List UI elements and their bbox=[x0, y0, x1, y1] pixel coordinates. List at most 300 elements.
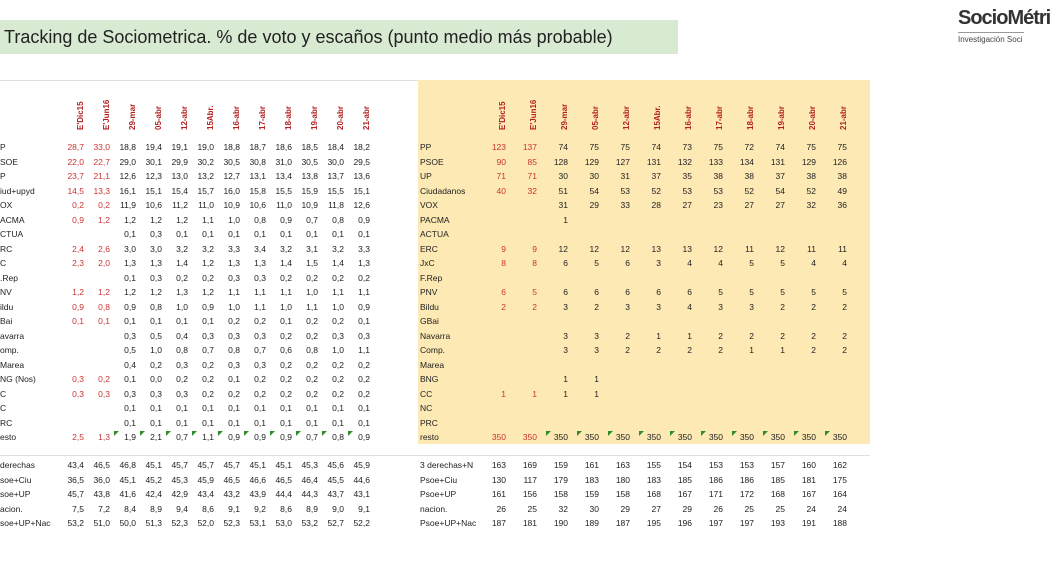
date-header: 05-abr bbox=[591, 105, 600, 130]
table-row bbox=[420, 227, 860, 241]
table-cell: 33 bbox=[620, 200, 630, 210]
table-cell: 8,9 bbox=[306, 503, 318, 514]
table-cell: 0,1 bbox=[228, 229, 240, 239]
table-cell: 2 bbox=[842, 330, 847, 341]
table-cell: 6 bbox=[687, 287, 692, 297]
date-header: 15Abr. bbox=[653, 105, 662, 130]
table-cell: 350 bbox=[701, 430, 723, 444]
table-cell: 9,1 bbox=[358, 503, 370, 514]
table-cell: 3 bbox=[625, 301, 630, 312]
date-header: 16-abr bbox=[684, 105, 693, 130]
table-cell: 1,1 bbox=[358, 287, 370, 297]
table-cell: 45,3 bbox=[301, 460, 318, 470]
table-cell: 350 bbox=[522, 432, 537, 442]
table-cell: 0,9 bbox=[280, 214, 292, 225]
table-cell: 3,0 bbox=[124, 243, 136, 254]
party-label: ACTUA bbox=[420, 229, 449, 239]
table-cell: 54 bbox=[775, 185, 785, 196]
table-cell: 53 bbox=[713, 185, 723, 196]
table-cell: 2 bbox=[780, 301, 785, 312]
table-cell: 183 bbox=[584, 474, 599, 485]
table-cell: 180 bbox=[615, 474, 630, 485]
table-cell: 15,9 bbox=[301, 185, 318, 196]
table-cell: 1 bbox=[594, 388, 599, 399]
sociometrica-logo bbox=[958, 6, 1050, 58]
party-label: acion. bbox=[0, 503, 23, 514]
sheet-gridline bbox=[0, 455, 870, 456]
table-cell: 28 bbox=[651, 200, 661, 210]
table-cell: 2 bbox=[625, 345, 630, 355]
table-cell: 3 bbox=[718, 301, 723, 312]
table-cell: 154 bbox=[677, 460, 692, 470]
table-cell: 0,3 bbox=[358, 330, 370, 341]
table-cell: 0,2 bbox=[358, 388, 370, 399]
table-cell: 8,6 bbox=[280, 503, 292, 514]
table-cell: 74 bbox=[558, 142, 568, 152]
table-cell: 350 bbox=[825, 430, 847, 444]
table-cell: 0,8 bbox=[322, 430, 344, 444]
table-cell: 196 bbox=[677, 518, 692, 528]
table-row bbox=[0, 140, 380, 154]
table-cell: 1,9 bbox=[114, 430, 136, 444]
table-cell: 117 bbox=[523, 474, 537, 485]
table-cell: 22,7 bbox=[93, 156, 110, 167]
party-label: C bbox=[0, 403, 7, 413]
table-cell: 51 bbox=[558, 185, 568, 196]
table-cell: 27 bbox=[651, 503, 661, 514]
table-cell: 0,7 bbox=[306, 214, 318, 225]
party-label: ildu bbox=[0, 301, 14, 312]
table-cell: 1,2 bbox=[202, 287, 214, 297]
table-cell: 53,1 bbox=[249, 518, 266, 528]
table-row bbox=[420, 155, 860, 169]
table-cell: 1,2 bbox=[150, 287, 162, 297]
table-cell: 46,6 bbox=[249, 474, 266, 485]
table-cell: 12,6 bbox=[353, 200, 370, 210]
table-cell: 5 bbox=[532, 287, 537, 297]
table-cell: 18,5 bbox=[301, 142, 318, 152]
table-cell: 1,0 bbox=[306, 287, 318, 297]
table-cell: 193 bbox=[770, 518, 785, 528]
table-cell: 13,3 bbox=[93, 185, 110, 196]
table-cell: 0,2 bbox=[228, 388, 240, 399]
table-cell: 51,3 bbox=[145, 518, 162, 528]
table-cell: 6 bbox=[625, 258, 630, 268]
table-cell: 1,2 bbox=[72, 287, 84, 297]
party-label: GBai bbox=[420, 316, 439, 326]
table-cell: 0,2 bbox=[202, 374, 214, 384]
table-cell: 36 bbox=[837, 200, 847, 210]
table-row bbox=[0, 227, 380, 241]
table-cell: 1,1 bbox=[306, 301, 318, 312]
table-cell: 43,8 bbox=[93, 489, 110, 499]
slide-title: Tracking de Sociometrica. % de voto y escaños (punto medio más probable) bbox=[0, 20, 678, 54]
table-cell: 0,1 bbox=[306, 403, 318, 413]
table-cell: 18,4 bbox=[327, 142, 344, 152]
table-cell: 129 bbox=[801, 156, 816, 167]
table-cell: 11 bbox=[838, 243, 847, 254]
table-cell: 168 bbox=[646, 489, 661, 499]
party-label: P bbox=[0, 142, 6, 152]
table-cell: 13,2 bbox=[197, 171, 214, 181]
party-label: RC bbox=[0, 243, 13, 254]
table-cell: 31 bbox=[558, 200, 568, 210]
table-cell: 0,2 bbox=[202, 359, 214, 370]
table-cell: 9,2 bbox=[254, 503, 266, 514]
table-row bbox=[420, 358, 860, 372]
table-cell: 0,3 bbox=[228, 359, 240, 370]
table-cell: 1,3 bbox=[150, 258, 162, 268]
table-cell: 9,4 bbox=[176, 503, 188, 514]
table-cell: 19,4 bbox=[145, 142, 162, 152]
summary-row bbox=[420, 516, 860, 530]
party-label: resto bbox=[420, 432, 439, 442]
table-cell: 0,2 bbox=[254, 374, 266, 384]
date-header: 29-mar bbox=[128, 103, 137, 130]
table-cell: 53 bbox=[620, 185, 630, 196]
table-cell: 43,1 bbox=[353, 489, 370, 499]
table-cell: 0,1 bbox=[150, 417, 162, 428]
table-cell: 45,9 bbox=[353, 460, 370, 470]
table-cell: 0,8 bbox=[254, 214, 266, 225]
party-label: PRC bbox=[420, 417, 438, 428]
table-cell: 0,1 bbox=[98, 316, 110, 326]
table-row bbox=[420, 300, 860, 314]
table-cell: 3,4 bbox=[254, 243, 266, 254]
table-cell: 2 bbox=[687, 345, 692, 355]
party-label: UP bbox=[420, 171, 432, 181]
table-cell: 0,9 bbox=[244, 430, 266, 444]
table-cell: 1,2 bbox=[98, 214, 110, 225]
table-cell: 1,3 bbox=[124, 258, 136, 268]
table-cell: 0,8 bbox=[98, 301, 110, 312]
table-cell: 0,1 bbox=[176, 403, 188, 413]
party-label: nacion. bbox=[420, 503, 448, 514]
table-cell: 3,3 bbox=[358, 243, 370, 254]
summary-row bbox=[420, 487, 860, 501]
table-cell: 0,2 bbox=[280, 330, 292, 341]
table-cell: 0,1 bbox=[332, 417, 344, 428]
table-cell: 13 bbox=[651, 243, 661, 254]
table-cell: 13,4 bbox=[275, 171, 292, 181]
table-cell: 350 bbox=[670, 430, 692, 444]
table-cell: 45,6 bbox=[327, 460, 344, 470]
table-row bbox=[420, 198, 860, 212]
table-cell: 0,7 bbox=[296, 430, 318, 444]
table-cell: 171 bbox=[708, 489, 723, 499]
table-cell: 15,8 bbox=[249, 185, 266, 196]
table-cell: 6 bbox=[501, 287, 506, 297]
table-cell: 0,2 bbox=[306, 359, 318, 370]
table-cell: 45,9 bbox=[197, 474, 214, 485]
table-cell: 75 bbox=[713, 142, 723, 152]
table-cell: 45,3 bbox=[171, 474, 188, 485]
table-cell: 75 bbox=[806, 142, 816, 152]
table-cell: 10,6 bbox=[145, 200, 162, 210]
table-cell: 6 bbox=[563, 258, 568, 268]
table-cell: 160 bbox=[801, 460, 816, 470]
table-cell: 85 bbox=[527, 156, 537, 167]
table-cell: 11,2 bbox=[172, 200, 188, 210]
table-cell: 6 bbox=[656, 287, 661, 297]
table-cell: 30,0 bbox=[327, 156, 344, 167]
table-cell: 0,5 bbox=[150, 330, 162, 341]
table-cell: 158 bbox=[553, 489, 568, 499]
party-label: soe+UP+Nac bbox=[0, 518, 51, 528]
table-cell: 0,2 bbox=[332, 374, 344, 384]
vote-table-date-headers bbox=[66, 86, 378, 130]
summary-row bbox=[0, 487, 380, 501]
table-cell: 40 bbox=[496, 185, 506, 196]
party-label: NV bbox=[0, 287, 12, 297]
table-cell: 0,1 bbox=[280, 316, 292, 326]
seats-table-date-headers bbox=[488, 86, 858, 130]
table-cell: 36,0 bbox=[93, 474, 110, 485]
table-cell: 0,1 bbox=[124, 229, 136, 239]
table-cell: 2,1 bbox=[140, 430, 162, 444]
table-cell: 7,2 bbox=[98, 503, 110, 514]
table-cell: 197 bbox=[708, 518, 723, 528]
table-cell: 350 bbox=[763, 430, 785, 444]
table-cell: 1,0 bbox=[280, 301, 292, 312]
table-cell: 2 bbox=[811, 301, 816, 312]
table-cell: 29 bbox=[589, 200, 599, 210]
table-cell: 1 bbox=[563, 388, 568, 399]
table-cell: 75 bbox=[837, 142, 847, 152]
table-row bbox=[0, 184, 380, 198]
table-cell: 43,2 bbox=[223, 489, 240, 499]
table-cell: 159 bbox=[584, 489, 599, 499]
table-cell: 2 bbox=[625, 330, 630, 341]
table-cell: 90 bbox=[496, 156, 506, 167]
party-label: RC bbox=[0, 417, 13, 428]
table-cell: 2,6 bbox=[98, 243, 110, 254]
table-cell: 35 bbox=[682, 171, 692, 181]
table-cell: 169 bbox=[522, 460, 537, 470]
table-cell: 13,1 bbox=[249, 171, 266, 181]
table-cell: 0,3 bbox=[254, 330, 266, 341]
table-cell: 0,9 bbox=[218, 430, 240, 444]
table-cell: 188 bbox=[832, 518, 847, 528]
table-row bbox=[0, 358, 380, 372]
table-cell: 30,1 bbox=[145, 156, 162, 167]
table-cell: 0,1 bbox=[228, 417, 240, 428]
table-cell: 46,4 bbox=[301, 474, 318, 485]
table-cell: 161 bbox=[491, 489, 506, 499]
party-label: ERC bbox=[420, 243, 438, 254]
table-cell: 15,5 bbox=[275, 185, 292, 196]
table-cell: 45,2 bbox=[145, 474, 162, 485]
table-cell: 32 bbox=[558, 503, 568, 514]
table-cell: 137 bbox=[522, 142, 537, 152]
table-cell: 153 bbox=[708, 460, 723, 470]
table-cell: 8,6 bbox=[202, 503, 214, 514]
table-cell: 1 bbox=[594, 374, 599, 384]
party-label: Psoe+UP+Nac bbox=[420, 518, 477, 528]
summary-row bbox=[0, 473, 380, 487]
table-cell: 2 bbox=[718, 345, 723, 355]
table-cell: 0,2 bbox=[332, 359, 344, 370]
table-cell: 0,3 bbox=[228, 330, 240, 341]
table-cell: 0,3 bbox=[98, 388, 110, 399]
table-cell: 0,1 bbox=[254, 229, 266, 239]
date-header: 17-abr bbox=[258, 105, 267, 130]
table-cell: 0,9 bbox=[124, 301, 136, 312]
table-cell: 1,2 bbox=[98, 287, 110, 297]
table-cell: 27 bbox=[775, 200, 785, 210]
party-label: soe+Ciu bbox=[0, 474, 32, 485]
table-cell: 159 bbox=[553, 460, 568, 470]
table-cell: 0,1 bbox=[228, 403, 240, 413]
party-label: Comp. bbox=[420, 345, 446, 355]
table-cell: 3 bbox=[749, 301, 754, 312]
table-cell: 0,1 bbox=[358, 316, 370, 326]
table-cell: 0,4 bbox=[176, 330, 188, 341]
table-cell: 175 bbox=[832, 474, 847, 485]
table-cell: 37 bbox=[651, 171, 661, 181]
table-row bbox=[0, 285, 380, 299]
table-cell: 7,5 bbox=[72, 503, 84, 514]
table-cell: 23 bbox=[713, 200, 723, 210]
table-cell: 52 bbox=[651, 185, 661, 196]
table-cell: 0,3 bbox=[176, 388, 188, 399]
table-cell: 164 bbox=[832, 489, 847, 499]
table-cell: 9,0 bbox=[332, 503, 344, 514]
table-cell: 12 bbox=[713, 243, 723, 254]
table-cell: 0,6 bbox=[280, 345, 292, 355]
party-label: PP bbox=[420, 142, 432, 152]
summary-row bbox=[0, 502, 380, 516]
table-cell: 1 bbox=[656, 330, 661, 341]
table-cell: 1 bbox=[563, 214, 568, 225]
table-cell: 9 bbox=[501, 243, 506, 254]
table-cell: 0,1 bbox=[202, 417, 214, 428]
table-cell: 0,1 bbox=[202, 229, 214, 239]
table-cell: 1,5 bbox=[306, 258, 318, 268]
table-cell: 1,3 bbox=[98, 432, 110, 442]
table-cell: 0,3 bbox=[124, 388, 136, 399]
table-cell: 29,9 bbox=[171, 156, 188, 167]
table-cell: 18,8 bbox=[223, 142, 240, 152]
table-cell: 0,2 bbox=[176, 374, 188, 384]
table-cell: 0,1 bbox=[358, 229, 370, 239]
logo-subtitle: Investigación Soci bbox=[958, 32, 1024, 44]
table-cell: 13,7 bbox=[327, 171, 344, 181]
party-label: Psoe+Ciu bbox=[420, 474, 458, 485]
table-cell: 5 bbox=[780, 287, 785, 297]
table-cell: 163 bbox=[491, 460, 506, 470]
table-cell: 52,3 bbox=[223, 518, 240, 528]
table-cell: 53,2 bbox=[67, 518, 84, 528]
table-cell: 0,1 bbox=[306, 229, 318, 239]
table-cell: 53,0 bbox=[275, 518, 292, 528]
party-label: avarra bbox=[0, 330, 25, 341]
table-cell: 22,0 bbox=[67, 156, 84, 167]
table-row bbox=[0, 416, 380, 430]
table-cell: 45,1 bbox=[145, 460, 162, 470]
table-cell: 0,3 bbox=[72, 374, 84, 384]
table-cell: 19,0 bbox=[197, 142, 214, 152]
table-cell: 2 bbox=[780, 330, 785, 341]
table-cell: 5 bbox=[718, 287, 723, 297]
table-cell: 27 bbox=[744, 200, 754, 210]
table-cell: 5 bbox=[811, 287, 816, 297]
table-cell: 38 bbox=[806, 171, 816, 181]
table-cell: 186 bbox=[739, 474, 754, 485]
table-cell: 0,8 bbox=[228, 345, 240, 355]
party-label: Navarra bbox=[420, 330, 451, 341]
table-cell: 2 bbox=[656, 345, 661, 355]
table-cell: 0,8 bbox=[150, 301, 162, 312]
table-cell: 126 bbox=[832, 156, 847, 167]
table-row bbox=[420, 242, 860, 256]
date-header: 20-abr bbox=[336, 105, 345, 130]
table-cell: 15,7 bbox=[197, 185, 214, 196]
table-cell: 0,9 bbox=[348, 430, 370, 444]
table-cell: 0,1 bbox=[280, 417, 292, 428]
table-cell: 0,8 bbox=[176, 345, 188, 355]
table-cell: 1,1 bbox=[202, 214, 214, 225]
table-cell: 133 bbox=[708, 156, 723, 167]
table-cell: 12 bbox=[589, 243, 599, 254]
table-cell: 0,2 bbox=[98, 374, 110, 384]
table-cell: 0,5 bbox=[124, 345, 136, 355]
table-cell: 3,2 bbox=[332, 243, 344, 254]
table-cell: 11,0 bbox=[276, 200, 292, 210]
table-cell: 0,2 bbox=[332, 316, 344, 326]
table-cell: 0,2 bbox=[228, 316, 240, 326]
table-cell: 26 bbox=[713, 503, 723, 514]
table-cell: 12 bbox=[620, 243, 630, 254]
table-cell: 131 bbox=[770, 156, 785, 167]
table-cell: 28,7 bbox=[67, 142, 84, 152]
table-cell: 0,1 bbox=[150, 403, 162, 413]
table-cell: 1,1 bbox=[254, 287, 266, 297]
table-cell: 38 bbox=[837, 171, 847, 181]
table-cell: 153 bbox=[739, 460, 754, 470]
date-header: 20-abr bbox=[808, 105, 817, 130]
table-cell: 52,0 bbox=[197, 518, 214, 528]
table-cell: 5 bbox=[842, 287, 847, 297]
table-cell: 75 bbox=[589, 142, 599, 152]
table-cell: 11 bbox=[807, 243, 816, 254]
party-label: JxC bbox=[420, 258, 435, 268]
table-cell: 0,2 bbox=[176, 272, 188, 283]
table-cell: 1 bbox=[687, 330, 692, 341]
table-row bbox=[0, 198, 380, 212]
date-header: 29-mar bbox=[560, 103, 569, 130]
table-cell: 74 bbox=[651, 142, 661, 152]
table-cell: 0,9 bbox=[72, 301, 84, 312]
table-cell: 13 bbox=[682, 243, 692, 254]
party-label: VOX bbox=[420, 200, 438, 210]
table-cell: 0,1 bbox=[254, 403, 266, 413]
table-cell: 1,1 bbox=[280, 287, 292, 297]
table-cell: 0,2 bbox=[150, 359, 162, 370]
table-cell: 179 bbox=[553, 474, 568, 485]
party-label: C bbox=[0, 258, 7, 268]
table-cell: 132 bbox=[677, 156, 692, 167]
table-cell: 1,0 bbox=[332, 345, 344, 355]
table-cell: 181 bbox=[522, 518, 537, 528]
table-cell: 1,1 bbox=[192, 430, 214, 444]
date-header: 19-abr bbox=[310, 105, 319, 130]
table-cell: 187 bbox=[615, 518, 630, 528]
table-cell: 1,2 bbox=[202, 258, 214, 268]
table-cell: 0,1 bbox=[124, 316, 136, 326]
summary-row bbox=[420, 473, 860, 487]
table-cell: 25 bbox=[744, 503, 754, 514]
